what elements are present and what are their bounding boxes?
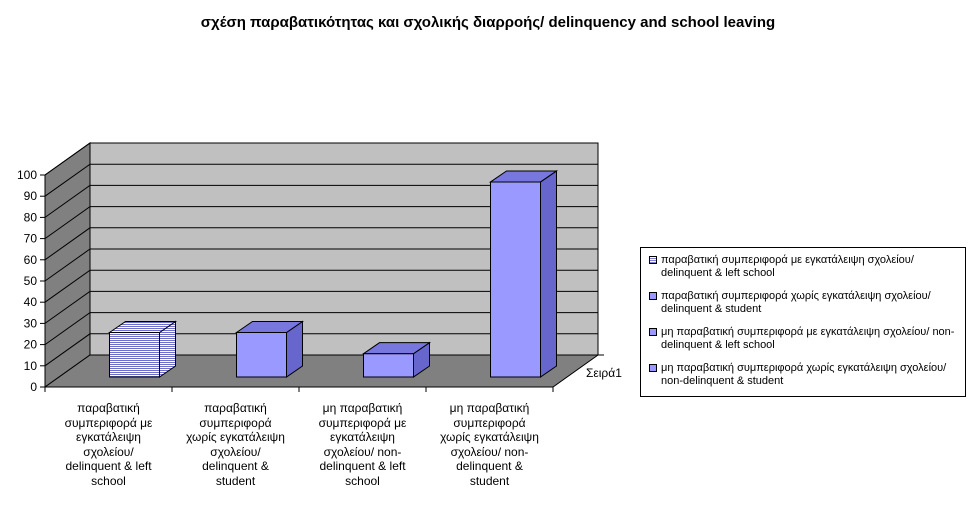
legend-swatch — [649, 256, 657, 264]
legend-label: παραβατική συμπεριφορά χωρίς εγκατάλειψη σχολείου/ delinquent & student — [661, 290, 931, 315]
legend-item — [649, 362, 959, 388]
bar — [110, 321, 176, 377]
legend-swatch — [649, 364, 657, 372]
bar-front — [110, 332, 160, 377]
legend-item — [649, 254, 959, 280]
y-tick-label: 80 — [23, 210, 37, 225]
chart-legend — [640, 247, 966, 397]
legend-swatch — [649, 328, 657, 336]
bar-front — [491, 182, 541, 377]
x-tick-label: μη παραβατική συμπεριφορά με εγκατάλειψη σχολείου/ non- delinquent & left school — [318, 401, 407, 488]
legend-item — [649, 326, 959, 352]
bar-front — [237, 332, 287, 377]
y-tick-label: 100 — [16, 168, 37, 182]
y-tick-label: 10 — [23, 358, 37, 373]
bar — [491, 171, 557, 377]
x-tick-label: παραβατική συμπεριφορά χωρίς εγκατάλειψη σχολείου/ delinquent & student — [186, 401, 285, 488]
chart-title: σχέση παραβατικότητας και σχολικής διαρροής/ delinquency and school leaving — [200, 14, 776, 31]
y-tick-label: 70 — [23, 231, 37, 246]
bar — [237, 321, 303, 377]
legend-label: παραβατική συμπεριφορά με εγκατάλειψη σχολείου/ delinquent & left school — [661, 254, 914, 279]
y-tick-label: 60 — [23, 252, 37, 267]
y-tick-label: 30 — [23, 316, 37, 331]
series-label: Σειρά1 — [586, 366, 622, 380]
y-tick-label: 50 — [23, 274, 37, 288]
legend-label: μη παραβατική συμπεριφορά με εγκατάλειψη σχολείου/ non-delinquent & left school — [661, 326, 955, 351]
legend-item — [649, 290, 959, 316]
x-tick-label: παραβατική συμπεριφορά με εγκατάλειψη σχολείου/ delinquent & left school — [64, 401, 153, 488]
y-tick-label: 40 — [23, 295, 37, 310]
bar — [364, 343, 430, 377]
legend-label: μη παραβατική συμπεριφορά χωρίς εγκατάλειψη σχολείου/ non-delinquent & student — [661, 362, 947, 387]
bar-side — [541, 171, 557, 377]
bar-front — [364, 354, 414, 377]
legend-swatch — [649, 292, 657, 300]
y-tick-label: 20 — [23, 337, 37, 352]
y-tick-label: 90 — [23, 189, 37, 204]
y-tick-label: 0 — [30, 380, 37, 394]
x-tick-label: μη παραβατική συμπεριφορά χωρίς εγκατάλειψη σχολείου/ non- delinquent & student — [440, 401, 539, 488]
